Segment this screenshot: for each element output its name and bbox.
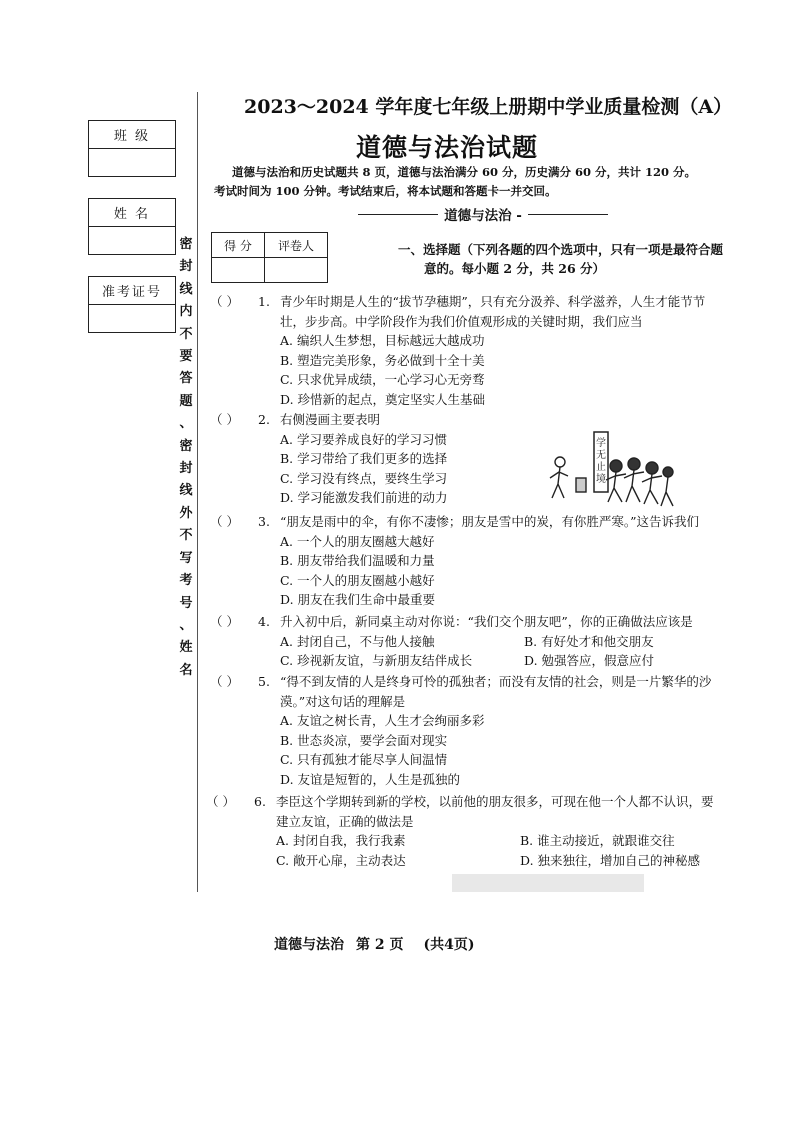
question-stem-cont: 建立友谊，正确的做法是 [276, 813, 414, 829]
option-c: C. 珍视新友谊，与新朋友结伴成长 [280, 653, 473, 668]
question-1 [210, 292, 770, 409]
option-a: A. 编织人生梦想，目标越远大越成功 [280, 333, 485, 348]
cartoon-sign-char: 无 [596, 450, 606, 461]
seal-line-notice [178, 234, 194, 682]
option-d: D. 珍惜新的起点，奠定坚实人生基础 [280, 391, 486, 407]
option-c: C. 只求优异成绩，一心学习心无旁骛 [280, 372, 485, 387]
option-d: D. 勉强答应，假意应付 [524, 653, 655, 668]
name-blank[interactable] [89, 227, 175, 254]
option-b: B. 塑造完美形象，务必做到十全十美 [280, 352, 485, 368]
exam-number-blank[interactable] [89, 305, 175, 332]
exam-title: 2023～2024 学年度七年级上册期中学业质量检测（A） [244, 96, 733, 118]
subject-heading-text: 道德与法治 - [444, 208, 522, 224]
section-heading-line-2: 意的。每小题 2 分，共 26 分） [424, 261, 606, 276]
seal-line-char: 封 [179, 259, 193, 275]
option-d: D. 独来独往，增加自己的神秘感 [520, 852, 701, 868]
seal-line-char: 要 [179, 349, 193, 365]
seal-line-char: 线 [179, 483, 193, 499]
score-table [211, 232, 328, 283]
section-heading-line-1: 一、选择题（下列各题的四个选项中，只有一项是最符合题 [398, 242, 724, 257]
seal-line-char: 题 [179, 393, 193, 409]
class-blank[interactable] [89, 149, 175, 176]
exam-notice [214, 163, 794, 201]
score-header: 得 分 [212, 233, 265, 258]
heading-rule-left [358, 214, 438, 215]
section-heading [398, 240, 758, 278]
notice-line-2: 考试时间为 100 分钟。考试结束后，将本试题和答题卡一并交回。 [214, 184, 557, 198]
question-stem: 李臣这个学期转到新的学校，以前他的朋友很多，可现在他一个人都不认识，要 [276, 794, 714, 809]
option-a: A. 友谊之树长青，人生才会绚丽多彩 [280, 713, 485, 728]
question-stem: 青少年时期是人生的“拔节孕穗期”，只有充分汲养、科学滋养，人生才能节节 [280, 294, 706, 309]
question-stem: “得不到友情的人是终身可怜的孤独者；而没有友情的社会，则是一片繁华的沙 [280, 674, 712, 689]
cartoon-sign-char: 学 [596, 438, 606, 449]
answer-paren[interactable]: （ ） [210, 412, 239, 427]
grader-header: 评卷人 [265, 233, 328, 258]
seal-line-char: 密 [179, 237, 193, 252]
question-number: 5. [258, 674, 270, 689]
binding-line [197, 92, 198, 892]
page-footer [274, 934, 475, 954]
seal-line-char: 外 [179, 505, 193, 521]
footer-subject: 道德与法治 [274, 937, 344, 953]
question-6 [206, 792, 766, 870]
exam-number-label: 准考证号 [89, 277, 175, 305]
question-4 [210, 612, 770, 671]
subject-heading [358, 204, 608, 224]
seal-line-char: 写 [179, 550, 193, 566]
question-number: 1. [258, 294, 270, 309]
seal-line-char: 封 [179, 461, 193, 477]
question-stem: 升入初中后，新同桌主动对你说：“我们交个朋友吧”，你的正确做法应该是 [280, 614, 693, 629]
option-b: B. 学习带给了我们更多的选择 [280, 451, 448, 466]
option-b: B. 世态炎凉，要学会面对现实 [280, 732, 448, 748]
option-d: D. 学习能激发我们前进的动力 [280, 490, 448, 505]
option-a: A. 一个人的朋友圈越大越好 [280, 533, 435, 549]
score-cell[interactable] [212, 258, 265, 283]
seal-line-char: 、 [179, 617, 193, 633]
answer-paren[interactable]: （ ） [210, 294, 239, 309]
question-number: 4. [258, 614, 270, 629]
question-number: 3. [258, 514, 270, 529]
option-a: A. 封闭自己，不与他人接触 [280, 633, 435, 649]
answer-paren[interactable]: （ ） [210, 514, 239, 529]
cartoon-illustration [548, 428, 678, 510]
cartoon-drawing [548, 428, 678, 510]
grader-cell[interactable] [265, 258, 328, 283]
question-number: 2. [258, 412, 270, 427]
question-stem-cont: 漠。”对这句话的理解是 [280, 693, 406, 709]
seal-line-char: 、 [179, 416, 193, 432]
question-3 [210, 512, 770, 610]
notice-line-1: 道德与法治和历史试题共 8 页，道德与法治满分 60 分，历史满分 60 分，共计 120 分。 [232, 165, 697, 179]
question-5 [210, 672, 770, 789]
seal-line-char: 内 [179, 304, 193, 320]
option-a: A. 封闭自我，我行我素 [276, 833, 406, 848]
option-b: B. 谁主动接近，就跟谁交往 [520, 833, 675, 848]
heading-rule-right [528, 214, 608, 215]
exam-number-field [88, 276, 176, 333]
option-c: C. 学习没有终点，要终生学习 [280, 470, 448, 486]
question-stem: 右侧漫画主要表明 [280, 412, 381, 427]
cartoon-sign-char: 止 [596, 462, 606, 473]
scan-smudge [452, 874, 644, 892]
name-field [88, 198, 176, 255]
option-c: C. 只有孤独才能尽享人间温情 [280, 752, 448, 767]
question-stem: “朋友是雨中的伞，有你不凄惨；朋友是雪中的炭，有你胜严寒。”这告诉我们 [280, 514, 700, 529]
question-2 [210, 410, 770, 508]
seal-line-char: 不 [179, 326, 193, 342]
name-label: 姓 名 [89, 199, 175, 227]
option-c: C. 一个人的朋友圈越小越好 [280, 572, 435, 588]
seal-line-char: 不 [179, 528, 193, 544]
seal-line-char: 姓 [179, 640, 193, 656]
answer-paren[interactable]: （ ） [210, 614, 239, 629]
footer-total: (共4页) [423, 937, 475, 953]
option-a: A. 学习要养成良好的学习习惯 [280, 431, 447, 447]
option-b: B. 有好处才和他交朋友 [524, 633, 654, 649]
subject-title: 道德与法治试题 [356, 133, 539, 162]
seal-line-char: 考 [179, 573, 193, 589]
question-stem-cont: 壮，步步高。中学阶段作为我们价值观形成的关键时期，我们应当 [280, 313, 643, 329]
seal-line-char: 号 [179, 595, 193, 611]
option-d: D. 友谊是短暂的，人生是孤独的 [280, 771, 461, 787]
seal-line-char: 答 [179, 371, 193, 387]
answer-paren[interactable]: （ ） [206, 794, 235, 809]
footer-page: 第 2 页 [356, 937, 404, 953]
option-c: C. 敞开心扉，主动表达 [276, 852, 406, 868]
seal-line-char: 名 [179, 662, 193, 678]
seal-line-char: 密 [179, 438, 193, 454]
option-d: D. 朋友在我们生命中最重要 [280, 592, 436, 607]
class-label: 班 级 [89, 121, 175, 149]
option-b: B. 朋友带给我们温暖和力量 [280, 553, 435, 568]
question-number: 6. [254, 794, 266, 809]
answer-paren[interactable]: （ ） [210, 674, 239, 689]
cartoon-sign-char: 境 [596, 474, 606, 485]
seal-line-char: 线 [179, 281, 193, 297]
class-field [88, 120, 176, 177]
